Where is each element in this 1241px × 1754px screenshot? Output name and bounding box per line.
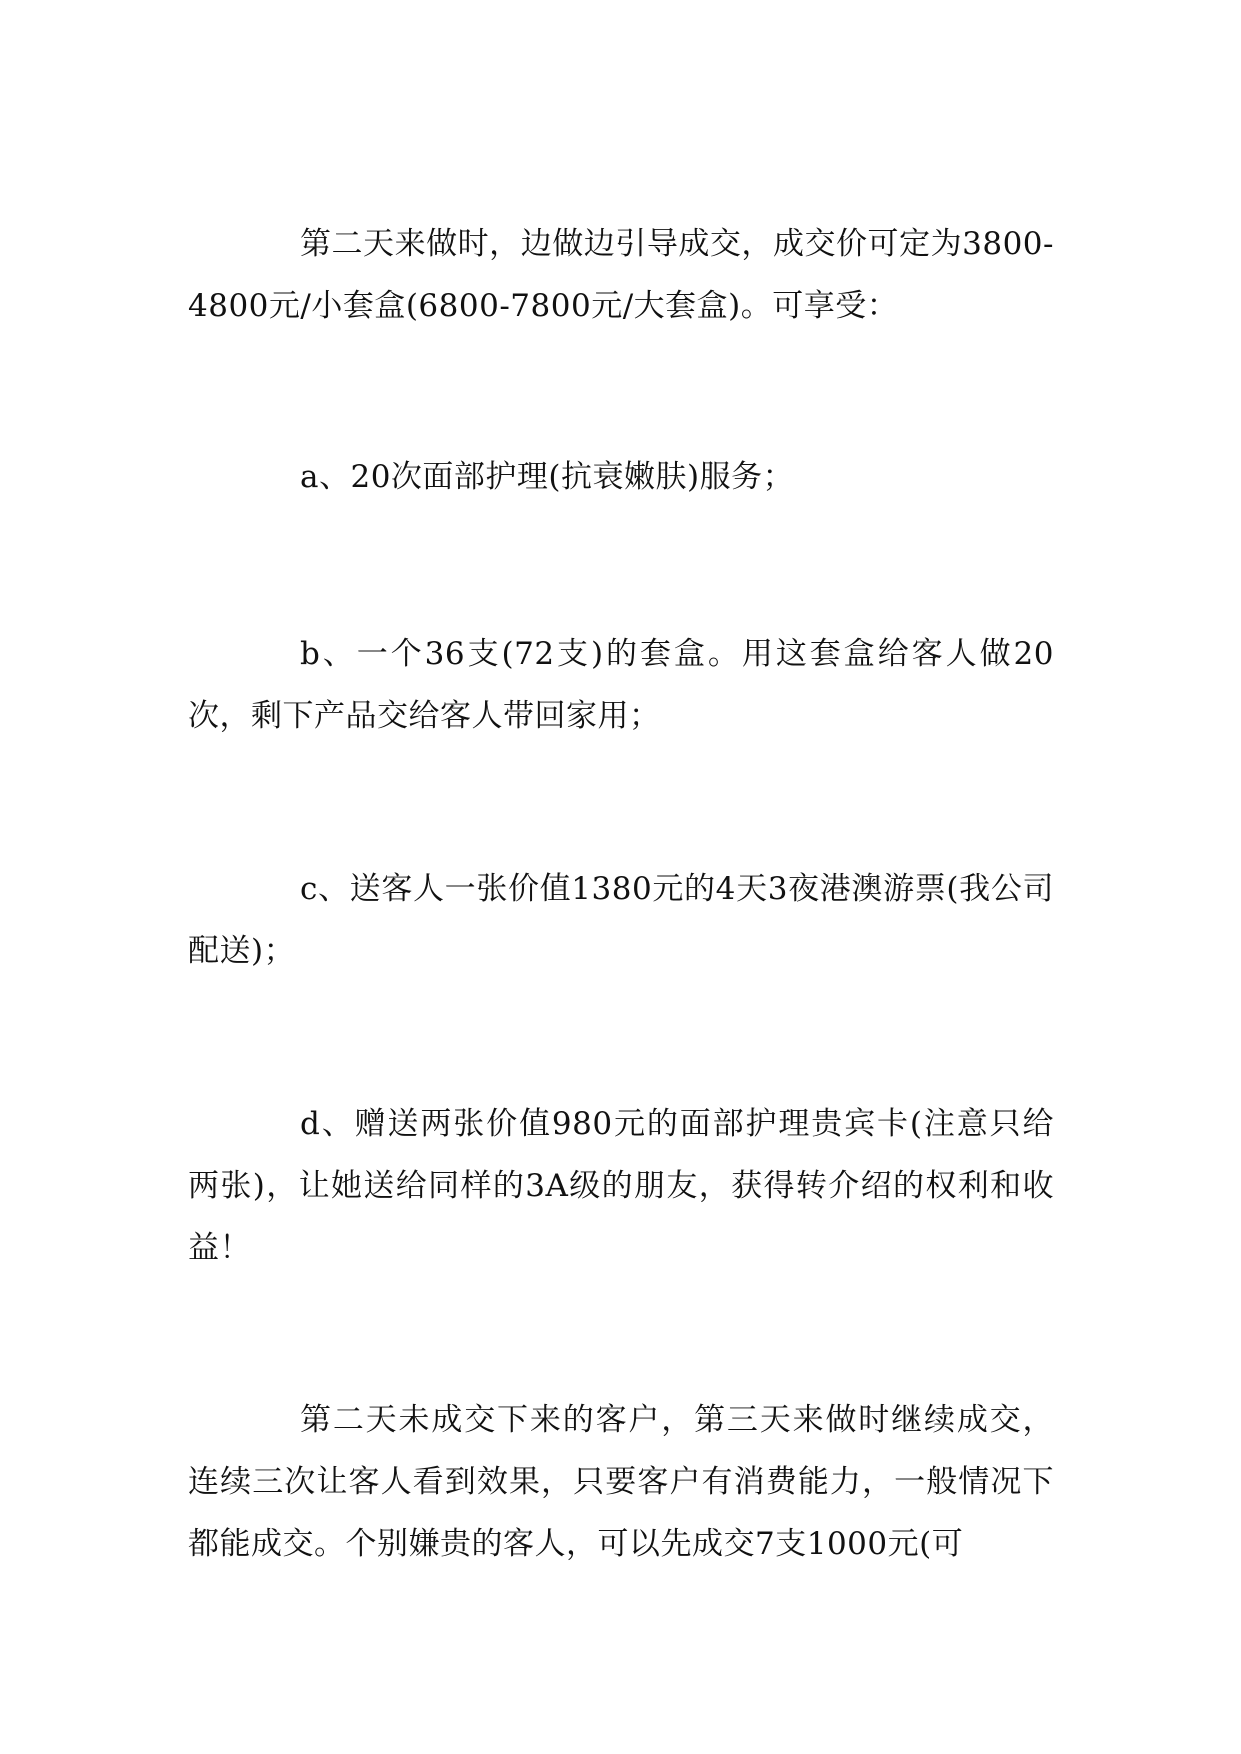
paragraph-item-a: a、20次面部护理(抗衰嫩肤)服务；: [300, 459, 795, 495]
paragraph-third-day: 第二天未成交下来的客户，第三天来做时继续成交，连续三次让客人看到效果，只要客户有消费能力，一般情况下都能成交。个别嫌贵的客人，可以先成交7支1000元(可: [188, 1402, 1054, 1562]
paragraph-item-c: c、送客人一张价值1380元的4天3夜港澳游票(我公司配送)；: [188, 871, 1054, 969]
paragraph-item-b: b、一个36支(72支)的套盒。用这套盒给客人做20次，剩下产品交给客人带回家用；: [188, 636, 1054, 734]
paragraph-item-d: d、赠送两张价值980元的面部护理贵宾卡(注意只给两张)，让她送给同样的3A级的朋友，获得转介绍的权利和收益！: [188, 1106, 1054, 1266]
paragraph-deal-price: 第二天来做时，边做边引导成交，成交价可定为3800-4800元/小套盒(6800-7800元/大套盒)。可享受：: [188, 226, 1054, 324]
